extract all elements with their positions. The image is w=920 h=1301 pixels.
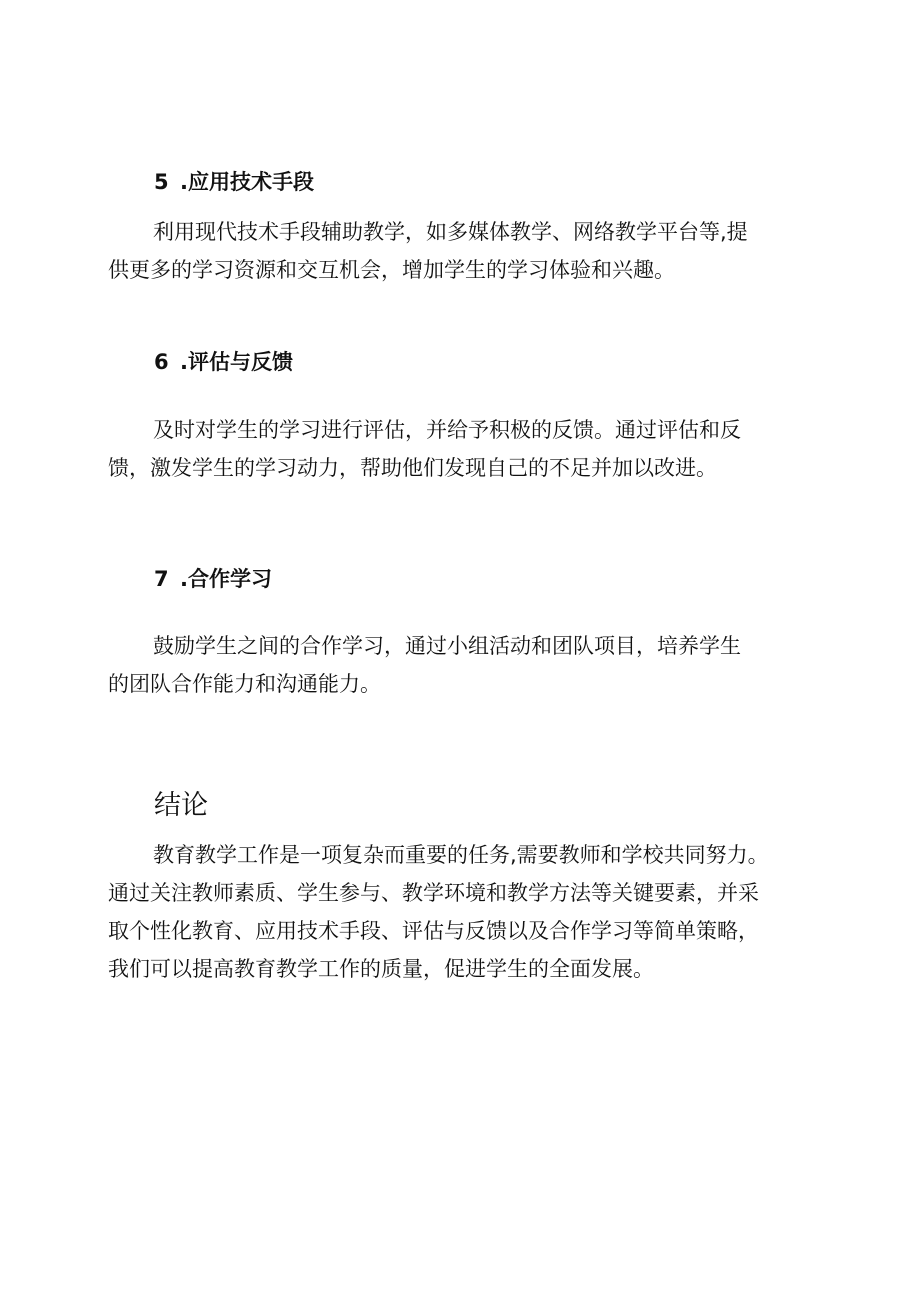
paragraph-line: 的团队合作能力和沟通能力。: [108, 672, 381, 696]
conclusion-title: 结论: [154, 790, 208, 821]
paragraph-line: 通过关注教师素质、学生参与、教学环境和教学方法等关键要素，并采: [108, 881, 759, 905]
section-6-heading: [154, 347, 293, 377]
paragraph-line: 取个性化教育、应用技术手段、评估与反馈以及合作学习等简单策略，: [108, 919, 759, 943]
paragraph-line: 及时对学生的学习进行评估，并给予积极的反馈。通过评估和反: [153, 418, 741, 442]
paragraph-line: 鼓励学生之间的合作学习，通过小组活动和团队项目，培养学生: [153, 634, 741, 658]
conclusion-paragraph: [108, 836, 769, 988]
paragraph-line: 教育教学工作是一项复杂而重要的任务,需要教师和学校共同努力。: [153, 843, 769, 867]
section-5-heading: [154, 167, 314, 197]
paragraph-line: 利用现代技术手段辅助教学，如多媒体教学、网络教学平台等,提: [153, 220, 748, 244]
section-7-paragraph: [108, 627, 741, 703]
section-5-number: 5: [154, 170, 169, 194]
section-7-title: .合作学习: [180, 567, 272, 591]
section-5-paragraph: [108, 213, 748, 289]
paragraph-line: 供更多的学习资源和交互机会，增加学生的学习体验和兴趣。: [108, 258, 675, 282]
section-6-paragraph: [108, 411, 741, 487]
section-5-title: .应用技术手段: [180, 170, 314, 194]
paragraph-line: 馈，激发学生的学习动力，帮助他们发现自己的不足并加以改进。: [108, 456, 717, 480]
section-7-heading: [154, 564, 272, 594]
section-6-number: 6: [154, 350, 169, 374]
paragraph-line: 我们可以提高教育教学工作的质量，促进学生的全面发展。: [108, 957, 654, 981]
section-7-number: 7: [154, 567, 169, 591]
section-6-title: .评估与反馈: [180, 350, 293, 374]
